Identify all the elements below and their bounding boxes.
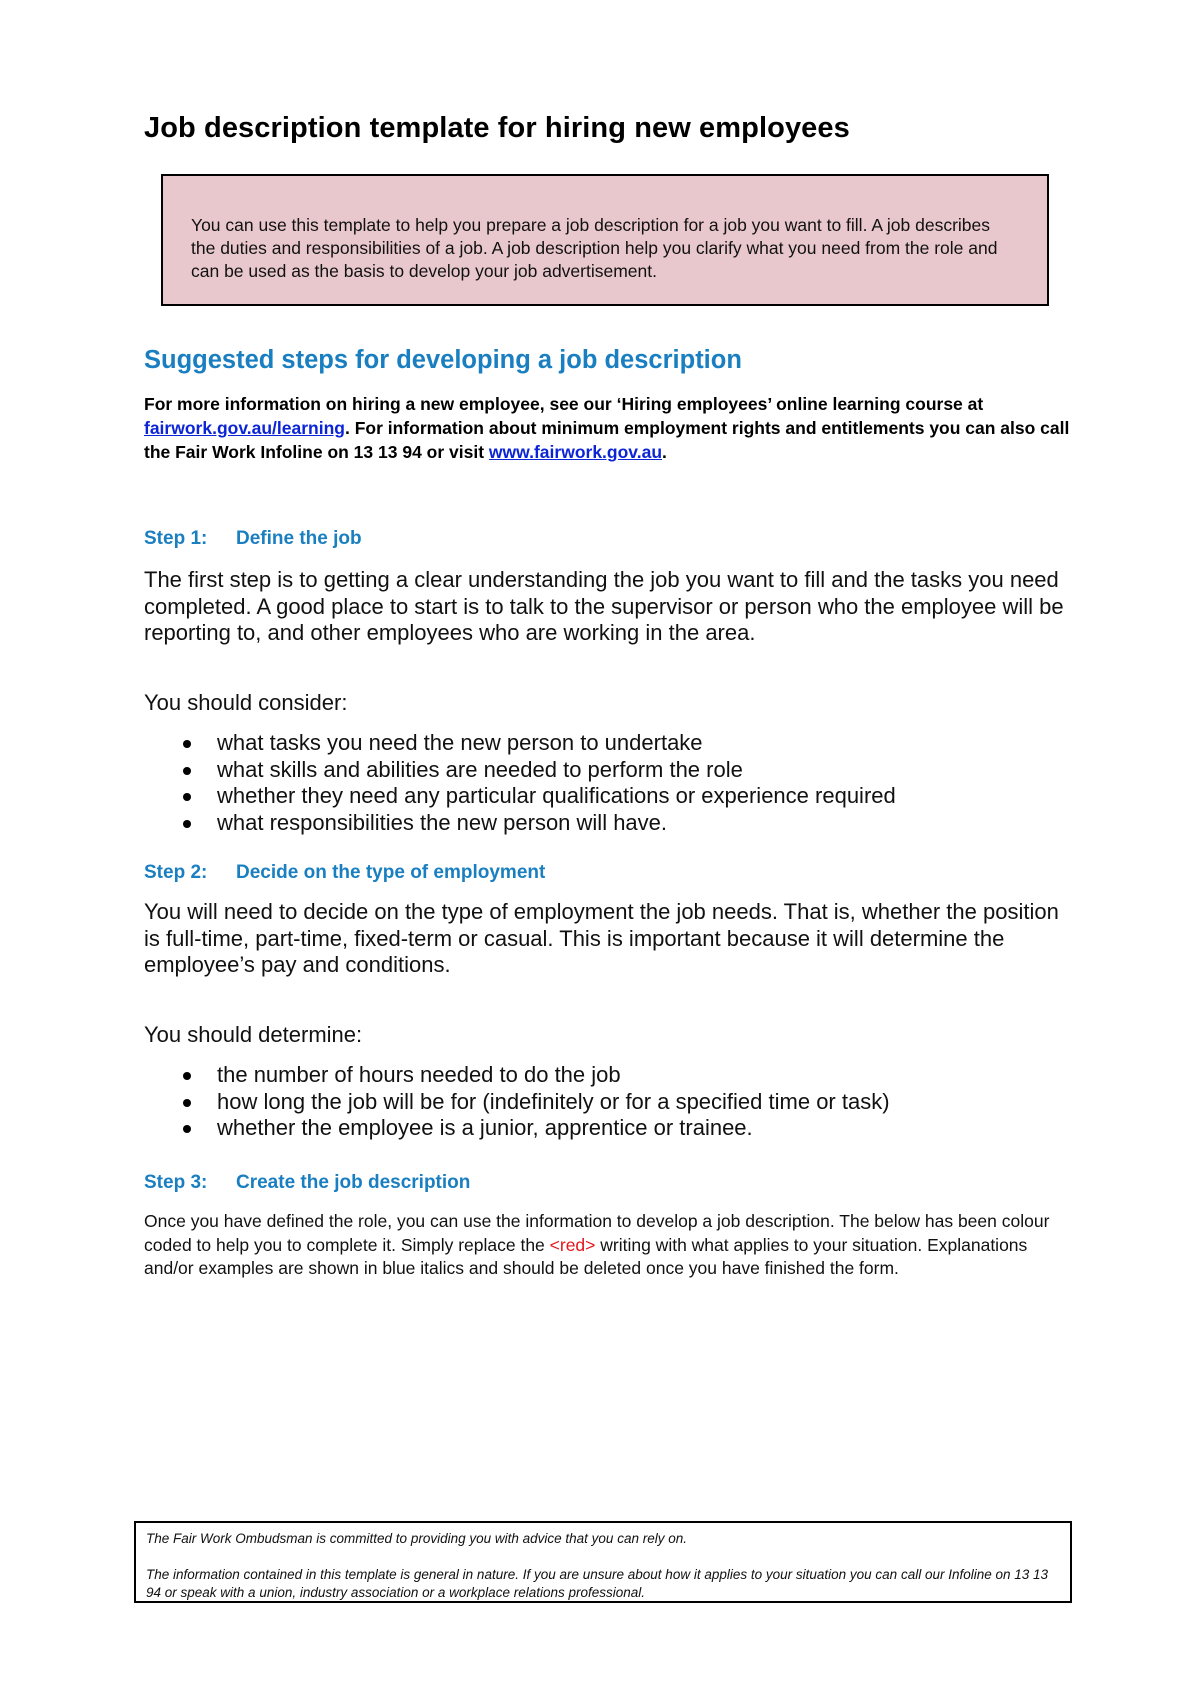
- step1-body: The first step is to getting a clear understanding the job you want to fill and the tasks you need completed. A good place to start is to talk to the supervisor or person who the employee will be reporting to, and other employees who are working in the area.: [144, 567, 1064, 645]
- section-heading: Suggested steps for developing a job description: [144, 346, 742, 374]
- step2-number: Step 2:: [144, 862, 208, 883]
- fairwork-learning-link[interactable]: fairwork.gov.au/learning: [144, 418, 345, 438]
- list-item: the number of hours needed to do the job: [144, 1062, 1064, 1089]
- list-item: whether the employee is a junior, apprentice or trainee.: [144, 1115, 1064, 1142]
- step1-title: Define the job: [236, 528, 362, 549]
- fairwork-website-link[interactable]: www.fairwork.gov.au: [488, 442, 663, 462]
- list-item: what tasks you need the new person to undertake: [144, 730, 1064, 757]
- more-info-paragraph: [144, 392, 1074, 464]
- step3-title: Create the job description: [236, 1172, 471, 1193]
- disclaimer-line-2: The information contained in this template is general in nature. If you are unsure about how it applies to your situation you can call our Infoline on 13 13 94 or speak with a union, industry association or a workplace relations professional.: [146, 1567, 1049, 1600]
- step2-title: Decide on the type of employment: [236, 862, 546, 883]
- step2-heading: [144, 862, 545, 884]
- step1-number: Step 1:: [144, 528, 208, 549]
- more-info-text-1: For more information on hiring a new employee, see our ‘Hiring employees’ online learning course at: [144, 394, 984, 414]
- step3-body-text-1: Once you have defined the role, you can use the information to develop a job description. The below has been colour coded to help you to complete it. Simply replace the: [144, 1211, 1050, 1255]
- list-item: whether they need any particular qualifications or experience required: [144, 783, 1064, 810]
- red-placeholder-example: <red>: [549, 1234, 596, 1255]
- list-item: what skills and abilities are needed to perform the role: [144, 757, 1064, 784]
- step3-body-text-2: writing with what applies to your situation. Explanations and/or examples are shown in blue italics and should be deleted once you have finished the form.: [144, 1234, 1028, 1278]
- step3-body: [144, 1210, 1074, 1281]
- list-item: what responsibilities the new person will have.: [144, 810, 1064, 837]
- page-title: Job description template for hiring new employees: [144, 112, 850, 144]
- step2-bullet-list: [144, 1062, 1064, 1142]
- step1-lead: You should consider:: [144, 690, 348, 715]
- step2-body: You will need to decide on the type of employment the job needs. That is, whether the position is full-time, part-time, fixed-term or casual. This is important because it will determine the employee’s pay and conditions.: [144, 899, 1059, 977]
- more-info-text-3: .: [662, 442, 667, 462]
- step3-heading: [144, 1172, 470, 1194]
- step3-number: Step 3:: [144, 1172, 208, 1193]
- list-item: how long the job will be for (indefinitely or for a specified time or task): [144, 1089, 1064, 1116]
- disclaimer-box: [134, 1521, 1072, 1603]
- step2-lead: You should determine:: [144, 1022, 363, 1047]
- intro-box: [161, 174, 1049, 306]
- step1-bullet-list: [144, 730, 1064, 836]
- more-info-text-2: . For information about minimum employment rights and entitlements you can also call the Fair Work Infoline on 13 13 94 or visit: [144, 418, 1070, 462]
- step1-heading: [144, 528, 362, 550]
- intro-text: You can use this template to help you prepare a job description for a job you want to fill. A job describes the duties and responsibilities of a job. A job description help you clarify what you need from the role and can be used as the basis to develop your job advertisement.: [191, 215, 998, 281]
- disclaimer-line-1: The Fair Work Ombudsman is committed to providing you with advice that you can rely on.: [146, 1531, 687, 1546]
